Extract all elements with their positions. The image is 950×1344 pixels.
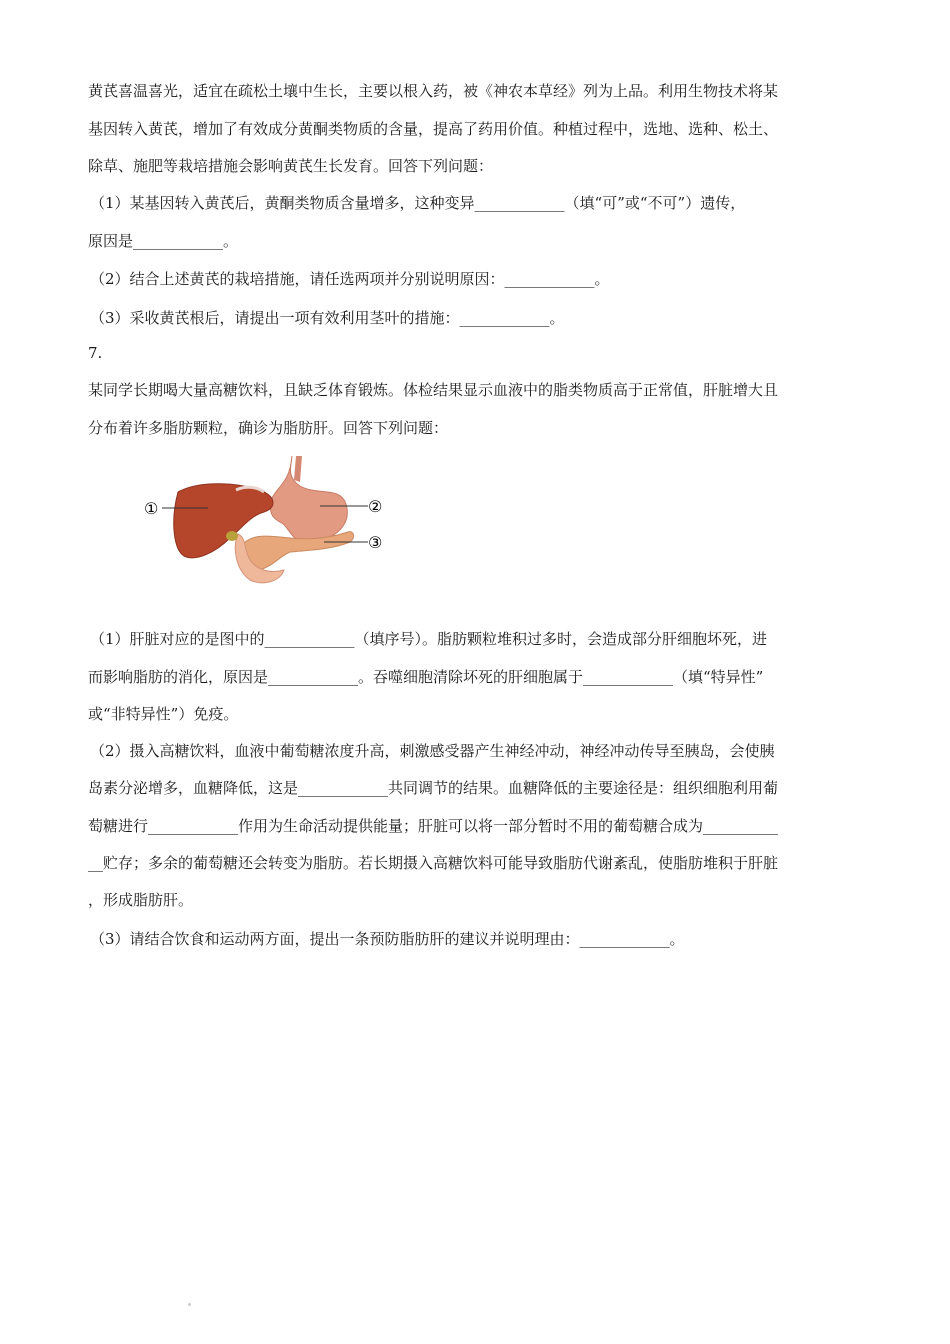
q7-sub2-line-5: ，形成脂肪肝。: [88, 891, 194, 909]
q7-sub1-line-3: 或“非特异性”）免疫。: [88, 705, 239, 723]
q6-intro-line-3: 除草、施肥等栽培措施会影响黄芪生长发育。回答下列问题：: [88, 157, 494, 175]
q7-sub2-line-2: 岛素分泌增多，血糖降低，这是____________共同调节的结果。血糖降低的主要途径是：组织细胞利用葡: [88, 779, 779, 797]
digestive-organs-diagram: [140, 452, 400, 586]
q7-intro-line-1: 某同学长期喝大量高糖饮料，且缺乏体育锻炼。体检结果显示血液中的脂类物质高于正常值，肝脏增大且: [88, 381, 779, 399]
q7-sub3: （3）请结合饮食和运动两方面，提出一条预防脂肪肝的建议并说明理由：____________。: [90, 930, 685, 948]
footer-mark: [188, 1303, 191, 1306]
gallbladder-shape: [226, 531, 238, 541]
marker-2: ②: [368, 497, 383, 516]
marker-1: ①: [144, 499, 159, 518]
q7-intro-line-2: 分布着许多脂肪颗粒，确诊为脂肪肝。回答下列问题：: [88, 419, 449, 437]
q7-sub2-line-1: （2）摄入高糖饮料，血液中葡萄糖浓度升高，刺激感受器产生神经冲动，神经冲动传导至胰岛，会使胰: [90, 742, 775, 760]
q7-sub1-line-1: （1）肝脏对应的是图中的____________（填序号）。脂肪颗粒堆积过多时，会造成部分肝细胞坏死，进: [90, 630, 768, 648]
q6-intro-line-1: 黄芪喜温喜光，适宜在疏松土壤中生长，主要以根入药，被《神农本草经》列为上品。利用生物技术将某: [88, 82, 779, 100]
q6-intro-line-2: 基因转入黄芪，增加了有效成分黄酮类物质的含量，提高了药用价值。种植过程中，选地、选种、松土、: [88, 120, 779, 138]
q6-sub1-line-1: （1）某基因转入黄芪后，黄酮类物质含量增多，这种变异____________（填“可”或“不可”）遗传，: [90, 194, 746, 212]
q6-sub3: （3）采收黄芪根后，请提出一项有效利用茎叶的措施：____________。: [90, 309, 565, 327]
q7-sub2-line-3: 萄糖进行____________作用为生命活动提供能量；肝脏可以将一部分暂时不用的葡萄糖合成为__________: [88, 817, 779, 835]
digestive-organs-illustration: [140, 452, 400, 586]
esophagus-shape: [294, 456, 302, 482]
q6-sub2: （2）结合上述黄芪的栽培措施，请任选两项并分别说明原因：____________。: [90, 270, 610, 288]
q7-sub1-line-2: 而影响脂肪的消化，原因是____________。吞噬细胞清除坏死的肝细胞属于____________（填“特异性”: [88, 668, 764, 686]
q6-sub1-line-2: 原因是____________。: [88, 232, 239, 250]
q7-sub2-line-4: __贮存；多余的葡萄糖还会转变为脂肪。若长期摄入高糖饮料可能导致脂肪代谢紊乱，使脂肪堆积于肝脏: [88, 854, 779, 872]
stomach-shape: [270, 456, 347, 542]
q7-number: 7.: [88, 344, 103, 362]
marker-3: ③: [368, 533, 383, 552]
